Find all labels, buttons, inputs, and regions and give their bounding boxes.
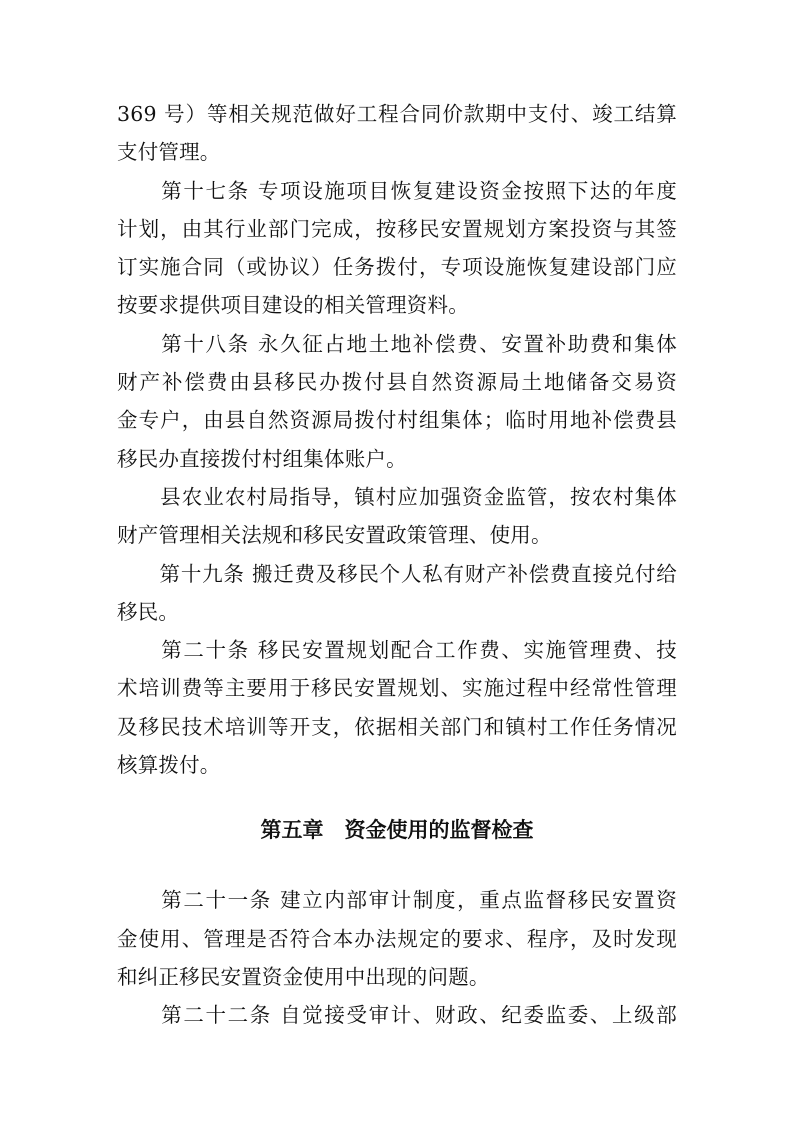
text-line: 移民。 [117,599,180,624]
text-line: 金专户，由县自然资源局拨付村组集体；临时用地补偿费县 [117,408,677,433]
text-line: 移民办直接拨付村组集体账户。 [117,446,407,471]
paragraph-block-1 [117,99,677,780]
text-line: 及移民技术培训等开支，依据相关部门和镇村工作任务情况 [117,714,677,739]
paragraph-block-2 [117,885,677,1030]
text-line: 第二十条 移民安置规划配合工作费、实施管理费、技 [117,638,677,663]
text-line: 支付管理。 [117,140,221,165]
text-line: 术培训费等主要用于移民安置规划、实施过程中经常性管理 [117,676,677,701]
text-line: 按要求提供项目建设的相关管理资料。 [117,293,469,318]
text-line: 财产管理相关法规和移民安置政策管理、使用。 [117,523,552,548]
text-line: 第十七条 专项设施项目恢复建设资金按照下达的年度 [117,178,677,203]
text-line: 订实施合同（或协议）任务拨付，专项设施恢复建设部门应 [117,255,677,280]
chapter-heading: 第五章 资金使用的监督检查 [260,818,534,843]
text-line: 县农业农村局指导，镇村应加强资金监管，按农村集体 [117,484,677,509]
text-line: 第二十一条 建立内部审计制度，重点监督移民安置资 [117,888,677,913]
text-line: 金使用、管理是否符合本办法规定的要求、程序，及时发现 [117,926,677,951]
text-line: 计划，由其行业部门完成，按移民安置规划方案投资与其签 [117,216,677,241]
text-line: 369 号）等相关规范做好工程合同价款期中支付、竣工结算 [117,102,677,126]
text-line: 第二十二条 自觉接受审计、财政、纪委监委、上级部 [117,1003,677,1028]
text-line: 和纠正移民安置资金使用中出现的问题。 [117,964,490,989]
text-line: 第十九条 搬迁费及移民个人私有财产补偿费直接兑付给 [117,561,677,586]
text-line: 核算拨付。 [117,753,221,778]
document-page [117,99,677,1039]
text-line: 财产补偿费由县移民办拨付县自然资源局土地储备交易资 [117,370,677,395]
text-line: 第十八条 永久征占地土地补偿费、安置补助费和集体 [117,331,677,356]
